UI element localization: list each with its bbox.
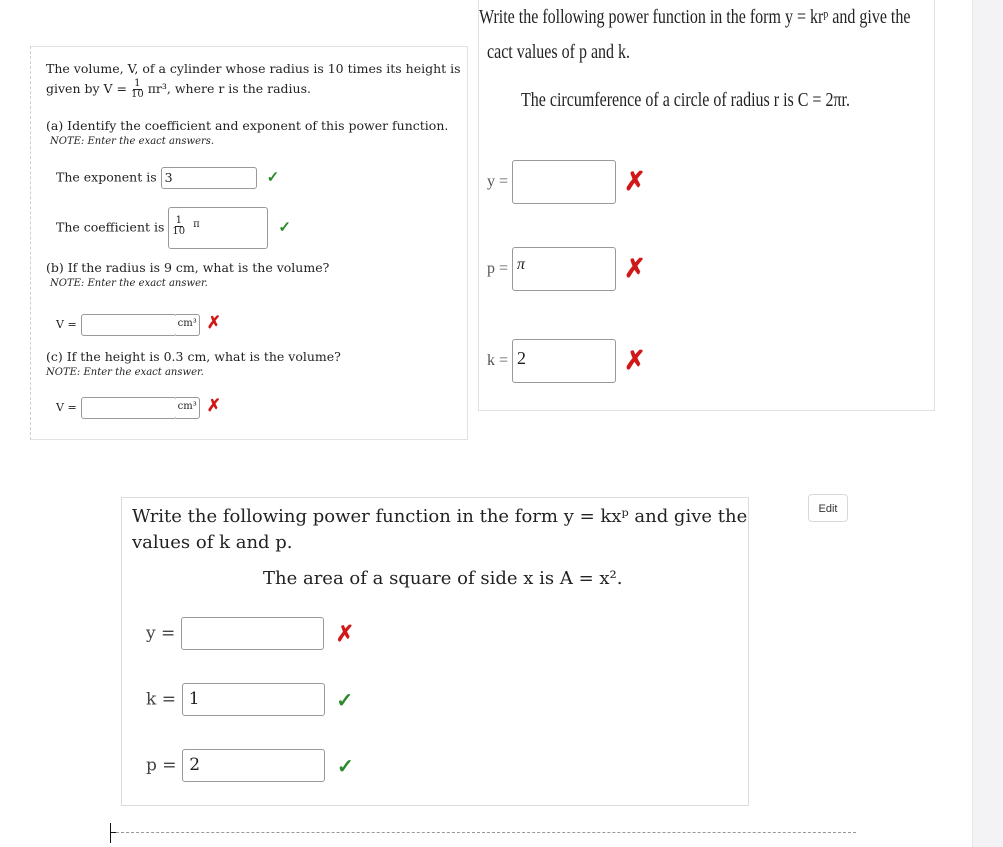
part-a-heading: (a) Identify the coefficient and exponent of this power function. [46,118,449,133]
exponent-check-icon: ✓ [266,167,280,186]
right-y-row [487,160,646,204]
right-y-label: y = [487,173,509,190]
right-k-label: k = [487,352,509,369]
left-intro-frac-num: 1 [134,78,141,89]
coefficient-input[interactable] [168,207,268,249]
coefficient-frac-num: 1 [175,215,182,226]
coefficient-fraction [172,216,185,237]
part-c-unit: cm³ [176,397,200,419]
left-intro-line2 [46,79,311,100]
part-a-note: NOTE: Enter the exact answers. [50,136,215,147]
left-problem-panel [30,46,468,440]
text-cursor [110,823,111,843]
right-y-cross-icon: ✗ [624,167,646,196]
part-c-cross-icon: ✗ [206,396,221,416]
left-intro-post: πr³, where r is the radius. [147,81,311,96]
bottom-k-label: k = [146,689,176,710]
bottom-y-label: y = [146,623,176,644]
right-p-row [487,247,646,291]
coefficient-frac-den: 10 [172,226,186,237]
right-y-input[interactable] [512,160,616,204]
exponent-input[interactable]: 3 [161,167,257,189]
bottom-instruction-line1: Write the following power function in the form y = kxᵖ and give the [132,506,748,527]
bottom-k-check-icon: ✓ [336,687,354,712]
part-c-volume-input[interactable] [81,397,177,419]
left-intro-fraction [131,79,144,100]
part-b-cross-icon: ✗ [206,313,221,333]
right-k-row [487,339,646,383]
part-b-v-label: V = [56,318,77,331]
bottom-p-label: p = [146,755,177,776]
part-c-note: NOTE: Enter the exact answer. [46,367,204,378]
bottom-p-row [146,749,354,782]
bottom-instruction-line2: values of k and p. [132,532,293,553]
bottom-y-cross-icon: ✗ [335,620,355,647]
right-instruction-line1: Write the following power function in the form y = krᵖ and give the [479,6,911,28]
left-intro-line1: The volume, V, of a cylinder whose radius is 10 times its height is [46,61,461,76]
part-b-volume-input[interactable] [81,314,177,336]
right-problem-panel [478,0,935,411]
right-scrollbar[interactable] [972,0,1003,847]
coefficient-row [56,207,291,249]
coefficient-check-icon: ✓ [278,217,291,236]
bottom-k-row [146,683,353,716]
coefficient-label: The coefficient is [56,219,165,235]
part-b-unit: cm³ [176,314,200,336]
coefficient-pi: π [193,219,200,230]
right-k-cross-icon: ✗ [624,346,646,375]
right-k-input[interactable]: 2 [512,339,616,383]
exponent-label: The exponent is [56,169,157,185]
right-p-input[interactable]: π [512,247,616,291]
part-c-heading: (c) If the height is 0.3 cm, what is the volume? [46,349,341,364]
bottom-statement: The area of a square of side x is A = x². [263,568,623,589]
left-intro-pre: given by V = [46,81,127,96]
exponent-row [56,167,279,189]
part-b-heading: (b) If the radius is 9 cm, what is the volume? [46,260,330,275]
part-b-note: NOTE: Enter the exact answer. [50,278,208,289]
bottom-y-row [146,617,354,650]
right-p-cross-icon: ✗ [624,254,646,283]
bottom-p-check-icon: ✓ [337,753,354,778]
right-instruction-line2: cact values of p and k. [487,41,631,63]
right-statement: The circumference of a circle of radius r is C = 2πr. [521,89,850,111]
part-c-v-label: V = [56,401,77,414]
bottom-y-input[interactable] [181,617,324,650]
edit-button[interactable]: Edit [808,494,848,522]
insert-dashed-line [116,832,856,833]
part-b-row [56,313,221,336]
right-p-label: p = [487,260,509,277]
bottom-k-input[interactable]: 1 [182,683,325,716]
part-c-row [56,396,221,419]
bottom-p-input[interactable]: 2 [182,749,325,782]
bottom-problem-panel [121,497,749,806]
left-intro-frac-den: 10 [130,89,144,100]
